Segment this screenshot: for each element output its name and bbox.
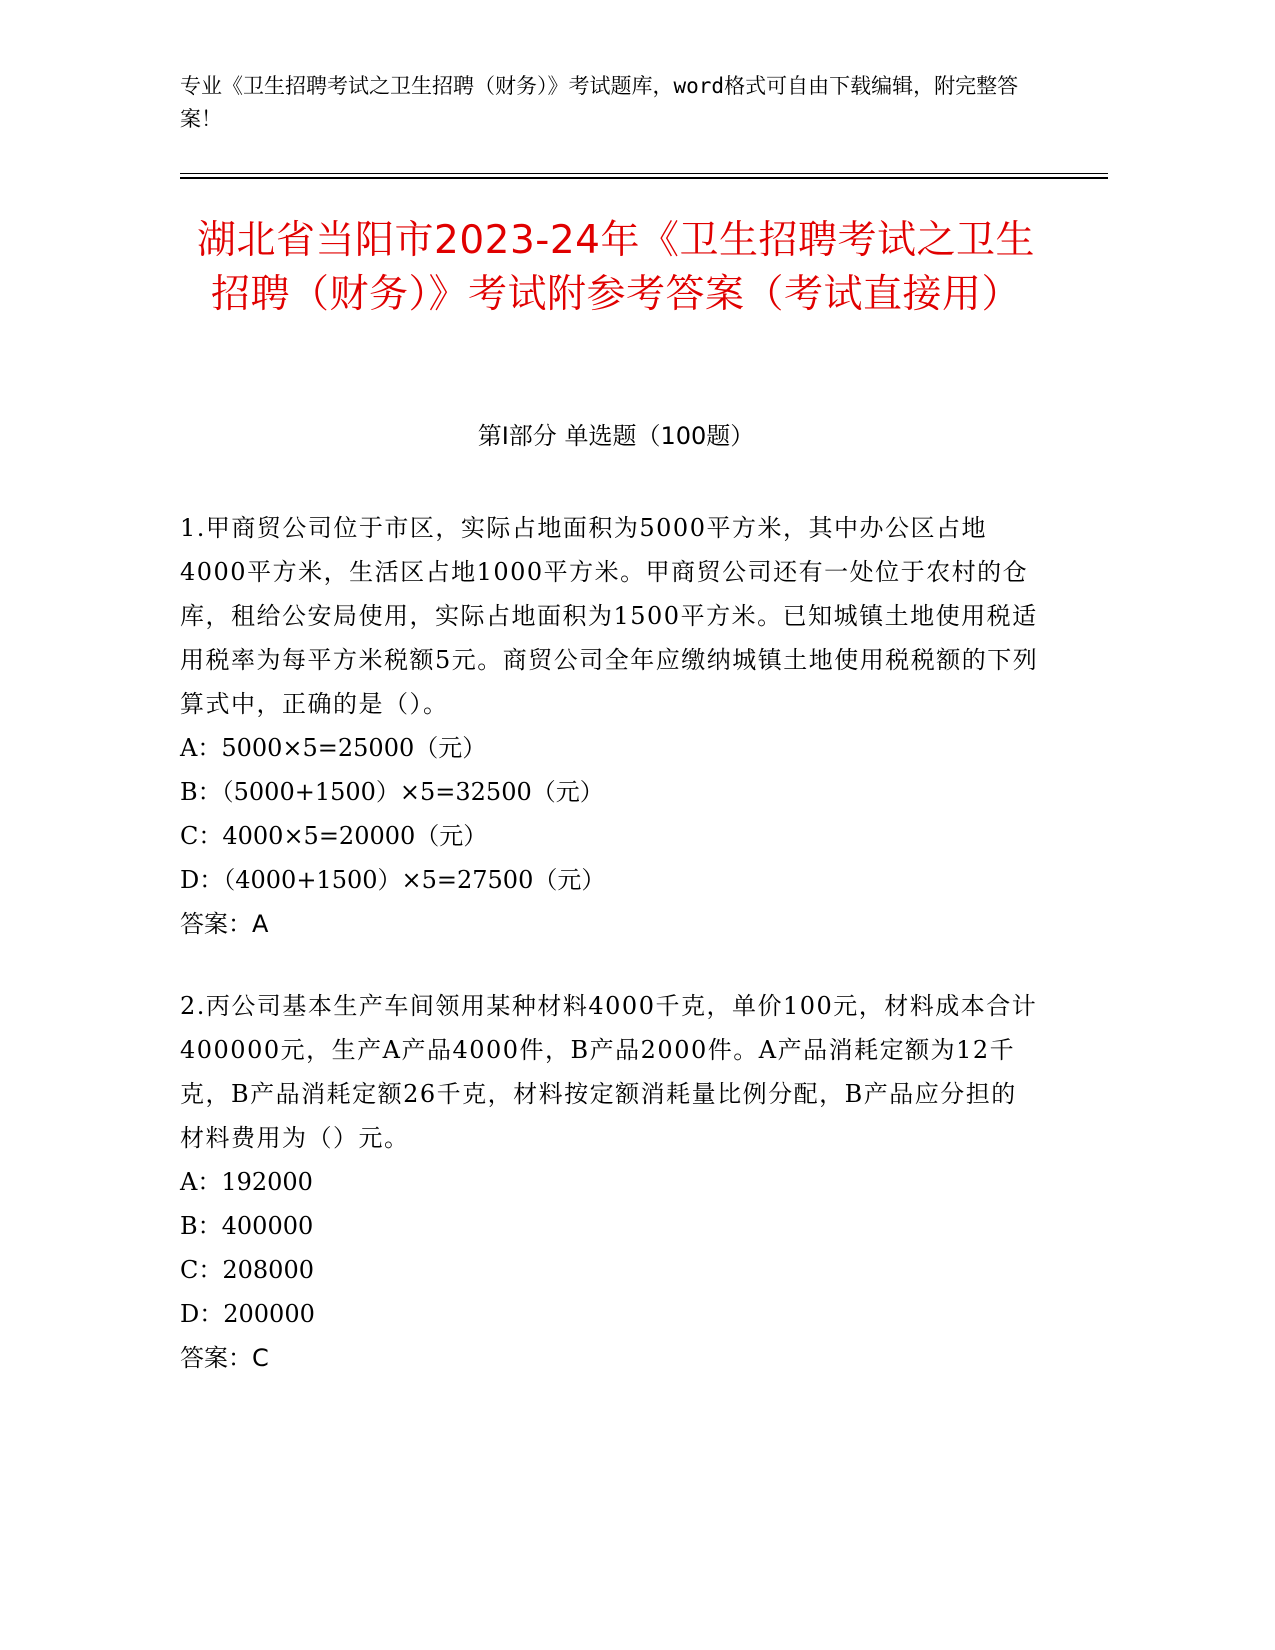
- option-b: B：（5000+1500）×5=32500（元）: [180, 778, 604, 806]
- header-rule-thick: [180, 177, 1108, 179]
- question-2: [180, 984, 1040, 1380]
- option-a: A：5000×5=25000（元）: [180, 734, 487, 762]
- option-c: C：4000×5=20000（元）: [180, 822, 488, 850]
- option-c: C：208000: [180, 1256, 314, 1284]
- option-a: A：192000: [180, 1168, 313, 1196]
- option-d: D：（4000+1500）×5=27500（元）: [180, 866, 606, 894]
- option-d: D：200000: [180, 1300, 315, 1328]
- question-stem: 1.甲商贸公司位于市区，实际占地面积为5000平方米，其中办公区占地4000平方米，生活区占地1000平方米。甲商贸公司还有一处位于农村的仓库，租给公安局使用，实际占地面积为1500平方米。已知城镇土地使用税适用税率为每平方米税额5元。商贸公司全年应缴纳城镇土地使用税税额的下列算式中，正确的是（）。: [180, 514, 1039, 718]
- section-title: 第I部分 单选题（100题）: [477, 422, 755, 450]
- document-title: 湖北省当阳市2023-24年《卫生招聘考试之卫生招聘（财务）》考试附参考答案（考试直接用）: [197, 218, 1035, 317]
- question-stem: 2.丙公司基本生产车间领用某种材料4000千克，单价100元，材料成本合计400000元，生产A产品4000件，B产品2000件。A产品消耗定额为12千克，B产品消耗定额26千克，材料按定额消耗量比例分配，B产品应分担的材料费用为（）元。: [180, 992, 1038, 1152]
- answer-line: 答案：A: [180, 910, 269, 938]
- header-rule-thin: [180, 173, 1108, 174]
- option-b: B：400000: [180, 1212, 314, 1240]
- header-note: 专业《卫生招聘考试之卫生招聘（财务）》考试题库，word格式可自由下载编辑，附完整答案！: [180, 74, 1019, 131]
- answer-line: 答案：C: [180, 1344, 269, 1372]
- question-1: [180, 506, 1040, 946]
